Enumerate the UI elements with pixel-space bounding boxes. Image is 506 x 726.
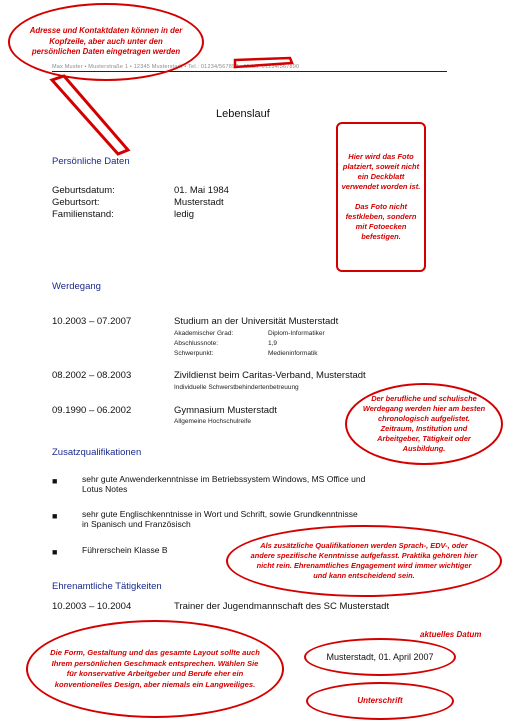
- section-heading-qualifications: Zusatzqualifikationen: [52, 447, 142, 458]
- signature-label: Unterschrift: [357, 695, 403, 705]
- personal-label-2: Geburtsort:: [52, 197, 100, 208]
- annotation-career-text: Der berufliche und schulische Werdegang werden hier am besten chronologisch aufgelistet. Zeitraum, Institution und Arbeitgeber, Tätigkeit oder Ausbildung.: [362, 394, 486, 453]
- annotation-design: [26, 620, 284, 718]
- career-period-2: 08.2002 – 08.2003: [52, 370, 132, 381]
- annotation-contact-text: Adresse und Kontaktdaten können in der Kopfzeile, aber auch unter den persönlichen Daten eingetragen werden: [29, 26, 183, 57]
- section-heading-career: Werdegang: [52, 281, 101, 292]
- page-title: Lebenslauf: [216, 108, 270, 120]
- section-heading-volunteer: Ehrenamtliche Tätigkeiten: [52, 581, 162, 592]
- annotation-contact: [8, 3, 204, 81]
- career-period-3: 09.1990 – 06.2002: [52, 405, 132, 416]
- qualification-item-2-line-2: in Spanisch und Französisch: [82, 519, 191, 529]
- career-sub-2: Individuelle Schwerstbehindertenbetreuung: [174, 384, 299, 391]
- career-detail-label-2: Abschlussnote:: [174, 340, 219, 347]
- annotation-qualifications: [226, 525, 502, 597]
- career-period-1: 10.2003 – 07.2007: [52, 316, 132, 327]
- career-detail-value-1: Diplom-Informatiker: [268, 330, 325, 337]
- qualification-item-2-line-1: sehr gute Englischkenntnisse in Wort und Schrift, sowie Grundkenntnisse: [82, 509, 358, 519]
- annotation-photo-content: [340, 152, 422, 242]
- bullet-3: ■: [52, 547, 58, 557]
- career-sub-3: Allgemeine Hochschulreife: [174, 418, 251, 425]
- career-detail-label-3: Schwerpunkt:: [174, 350, 214, 357]
- volunteer-text: Trainer der Jugendmannschaft des SC Musterstadt: [174, 601, 390, 612]
- personal-value-1: 01. Mai 1984: [174, 185, 229, 196]
- header-contact-line: Max Muster • Musterstraße 1 • 12345 Musterstadt • Tel.: 01234/567890 • Mobil: 01234/567890: [52, 64, 447, 72]
- career-detail-value-2: 1,9: [268, 340, 278, 347]
- personal-label-3: Familienstand:: [52, 209, 114, 220]
- section-heading-personal: Persönliche Daten: [52, 156, 130, 167]
- place-date-ellipse: [304, 638, 456, 676]
- career-title-2: Zivildienst beim Caritas-Verband, Musterstadt: [174, 370, 366, 381]
- annotation-current-date: aktuelles Datum: [420, 630, 482, 639]
- annotation-photo-text-1: Hier wird das Foto platziert, soweit nicht ein Deckblatt verwendet worden ist.: [341, 152, 421, 191]
- signature-ellipse: [306, 682, 454, 720]
- place-date: Musterstadt, 01. April 2007: [326, 652, 434, 662]
- qualification-item-3-line-1: Führerschein Klasse B: [82, 545, 168, 555]
- career-title-3: Gymnasium Musterstadt: [174, 405, 277, 416]
- qualification-item-1: [82, 474, 452, 494]
- bullet-2: ■: [52, 511, 58, 521]
- annotation-qualifications-text: Als zusätzliche Qualifikationen werden Sprach-, EDV-, oder andere spezifische Kenntnisse aufgefasst. Praktika gehören hier nicht rein. Ehrenamtliches Engagement wird immer wichtiger und kann entscheidend sein.: [250, 541, 478, 580]
- personal-label-1: Geburtsdatum:: [52, 185, 115, 196]
- qualification-item-1-line-2: Lotus Notes: [82, 484, 128, 494]
- career-title-1: Studium an der Universität Musterstadt: [174, 316, 339, 327]
- annotation-design-text: Die Form, Gestaltung und das gesamte Layout sollte auch Ihrem persönlichen Geschmack entsprechen. Wählen Sie für konservative Arbeitgeber und Berufe eher ein konventionelles Design, aber niemals ein Langweiliges.: [50, 648, 260, 689]
- bullet-1: ■: [52, 476, 58, 486]
- annotation-photo: [336, 122, 426, 272]
- personal-value-3: ledig: [174, 209, 195, 220]
- qualification-item-1-line-1: sehr gute Anwenderkenntnisse im Betriebssystem Windows, MS Office und: [82, 474, 366, 484]
- volunteer-period: 10.2003 – 10.2004: [52, 601, 132, 612]
- career-detail-value-3: Medieninformatik: [268, 350, 318, 357]
- contact-pointer-shape: [52, 76, 128, 154]
- annotation-career: [345, 383, 503, 465]
- annotation-photo-text-2: Das Foto nicht festkleben, sondern mit Fotoecken befestigen.: [345, 202, 417, 241]
- contact-header-pointer-shape: [235, 58, 292, 67]
- personal-value-2: Musterstadt: [174, 197, 224, 208]
- career-detail-label-1: Akademischer Grad:: [174, 330, 234, 337]
